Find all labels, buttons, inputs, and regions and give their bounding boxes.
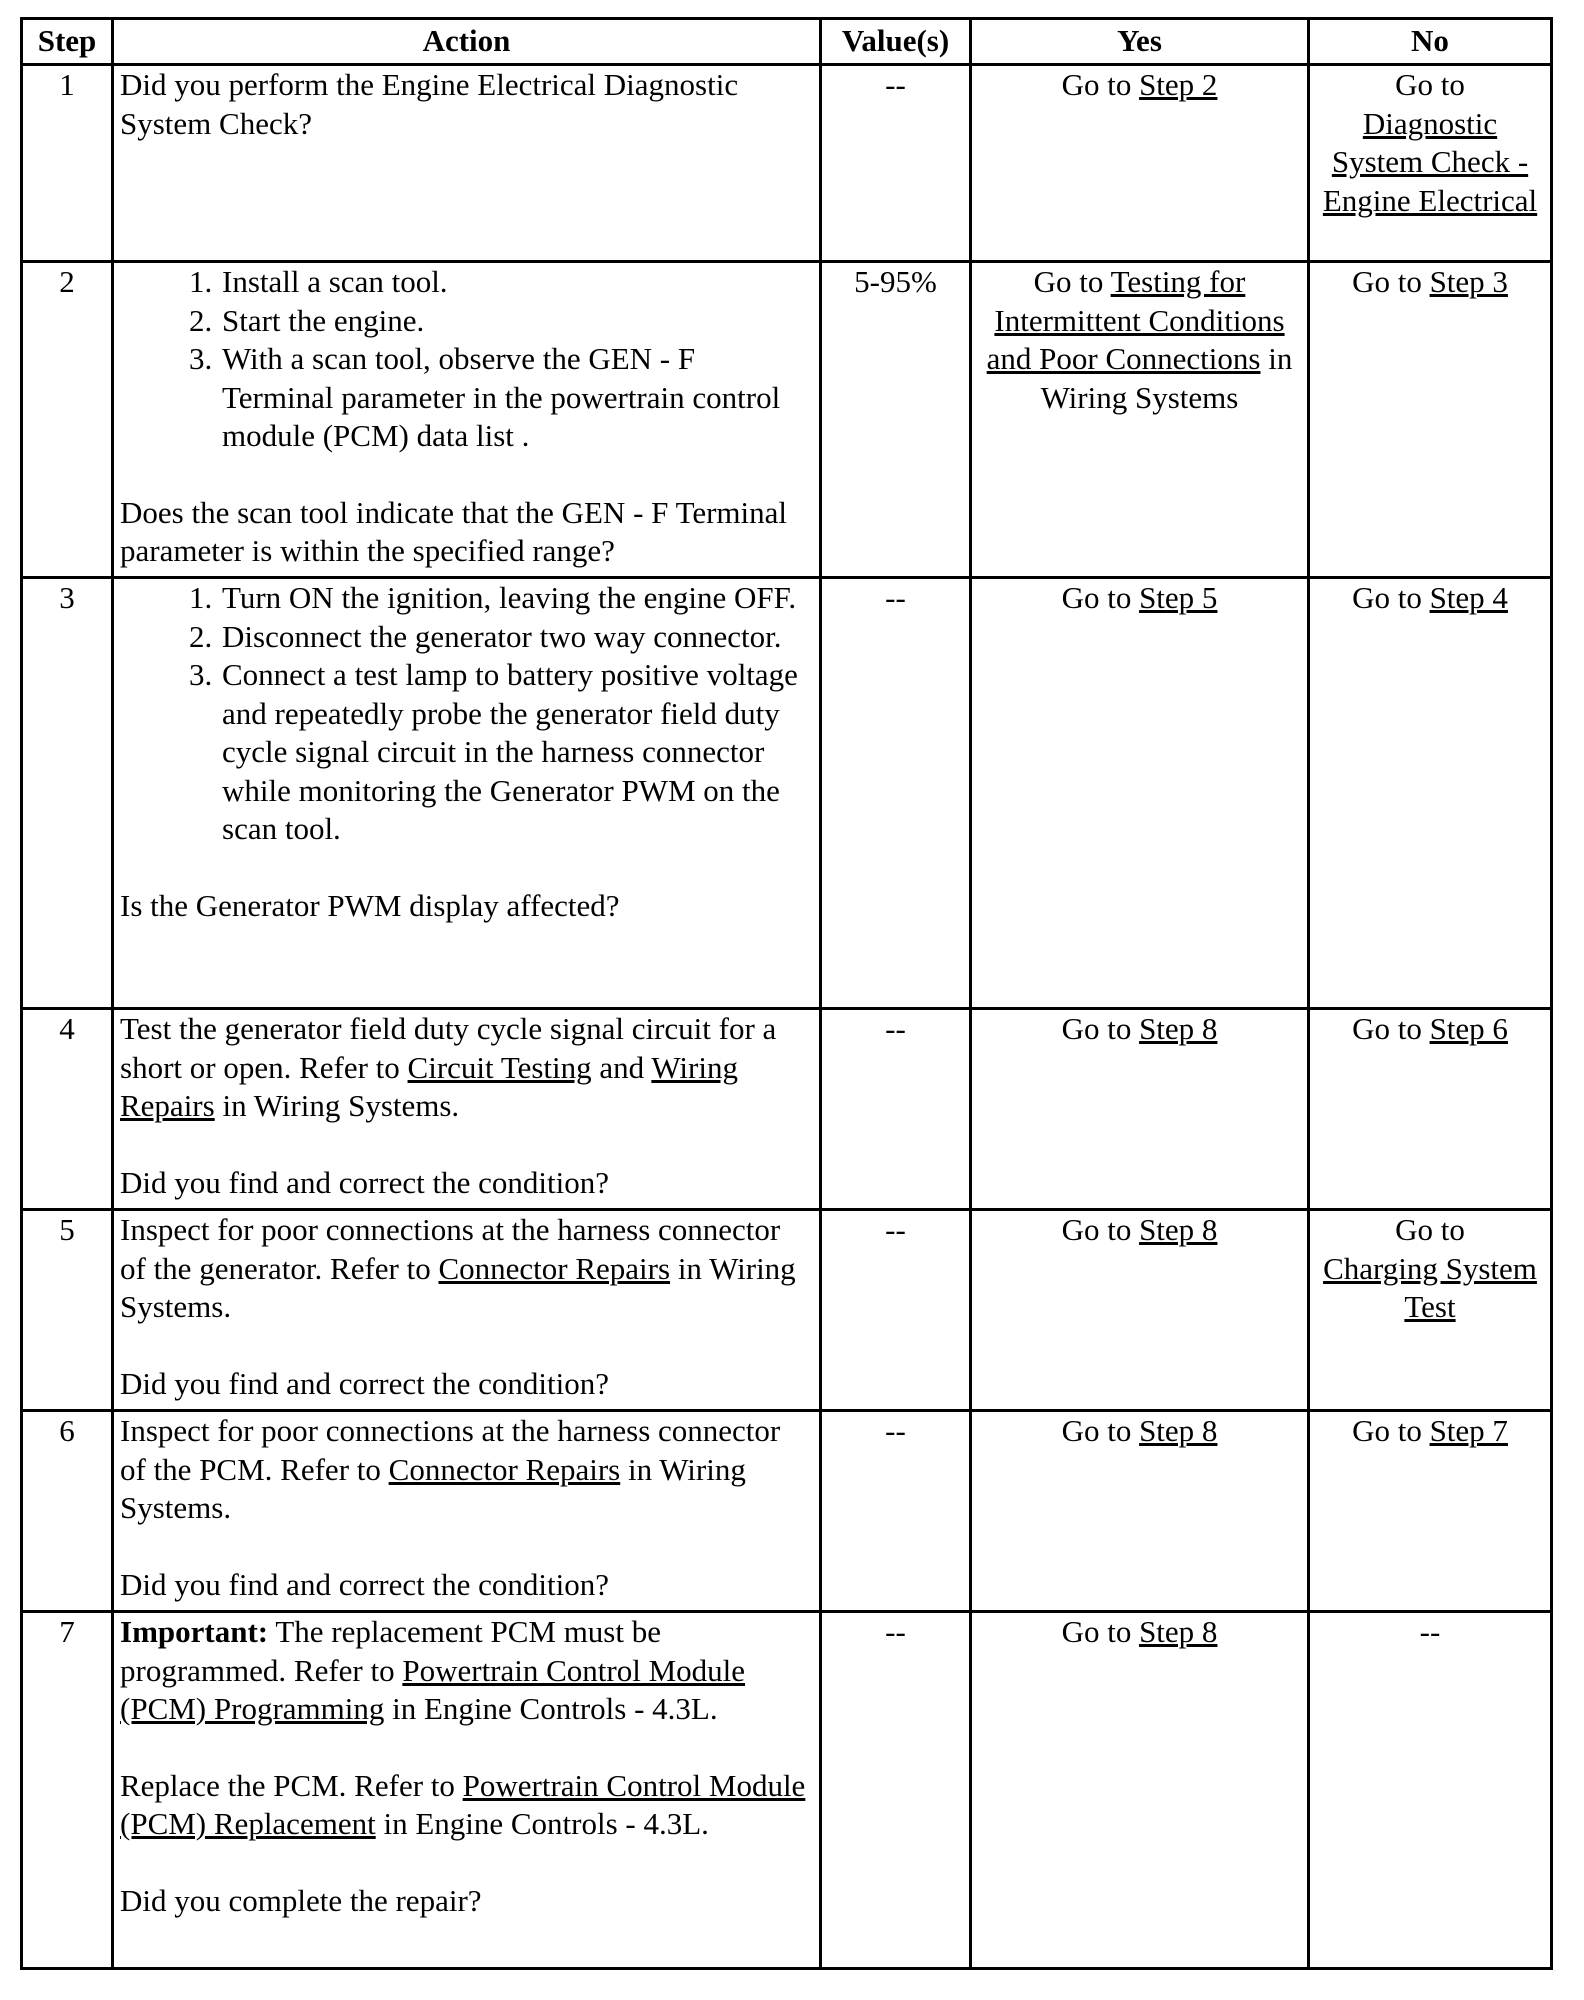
step-number: 1 [22,65,113,262]
yes-prefix: Go to [1061,1614,1132,1649]
list-item: 3. With a scan tool, observe the GEN - F Terminal parameter in the powertrain control module (PCM) data list . [220,340,813,456]
instruction-part: in Wiring Systems. [120,1250,796,1324]
value-cell: -- [821,1009,971,1210]
yes-cell [971,1612,1309,1969]
yes-prefix: Go to [1033,264,1104,299]
pcm-replacement-link[interactable]: Powertrain Control Module (PCM) Replacement [120,1767,806,1841]
instruction-part: Test the generator field duty cycle signal circuit for a short or open. Refer to [120,1011,777,1085]
table-row [22,1009,1552,1210]
instruction-part: Inspect for poor connections at the harness connector of the PCM. Refer to [120,1413,781,1487]
table-row [22,65,1552,262]
no-cell [1309,65,1552,262]
header-step: Step [22,19,113,65]
important-note [120,1613,813,1729]
important-text: The replacement PCM must be programmed. Refer to [120,1614,661,1688]
yes-link[interactable]: Step 8 [1139,1614,1218,1649]
value-cell: -- [821,1210,971,1411]
no-link[interactable]: Diagnostic System Check - Engine Electrical [1322,105,1538,218]
header-values: Value(s) [821,19,971,65]
value-cell: -- [821,65,971,262]
step-number: 3 [22,578,113,1009]
no-cell [1309,1411,1552,1612]
no-link[interactable]: Charging System Test [1323,1250,1537,1324]
yes-prefix: Go to [1061,67,1132,102]
question-text: Is the Generator PWM display affected? [120,887,620,923]
yes-link[interactable]: Step 8 [1139,1212,1218,1247]
no-link[interactable]: Step 6 [1429,1011,1508,1046]
no-cell [1309,578,1552,1009]
value-cell: -- [821,1612,971,1969]
list-item: 2. Start the engine. [220,302,813,341]
no-prefix: Go to [1352,580,1422,615]
step-number: 6 [22,1411,113,1612]
yes-prefix: Go to [1061,1212,1132,1247]
yes-prefix: Go to [1061,1011,1132,1046]
no-link[interactable]: Step 7 [1429,1413,1508,1448]
procedure-list [120,263,813,456]
value-cell: -- [821,578,971,1009]
action-cell [113,1009,821,1210]
list-item: 1. Turn ON the ignition, leaving the engine OFF. [220,579,813,618]
important-label: Important: [120,1614,269,1649]
no-prefix: Go to [1352,264,1422,299]
instruction-part: Inspect for poor connections at the harness connector of the generator. Refer to [120,1212,781,1286]
yes-link[interactable]: Testing for Intermittent Conditions and Poor Connections [986,264,1285,376]
no-cell [1309,1009,1552,1210]
no-link[interactable]: Step 4 [1429,580,1508,615]
circuit-testing-link[interactable]: Circuit Testing [407,1049,592,1085]
no-prefix: Go to [1395,1212,1465,1247]
table-row [22,1612,1552,1969]
list-item: 3. Connect a test lamp to battery positive voltage and repeatedly probe the generator field duty cycle signal circuit in the harness connector while monitoring the Generator PWM on the scan tool. [220,656,813,849]
step-number: 5 [22,1210,113,1411]
instruction-part: and [599,1049,645,1085]
yes-cell [971,65,1309,262]
instruction-part: in Wiring Systems. [120,1451,746,1525]
table-row [22,262,1552,578]
yes-cell [971,1210,1309,1411]
action-cell [113,1210,821,1411]
question-text: Does the scan tool indicate that the GEN - F Terminal parameter is within the specified range? [120,494,788,568]
action-cell [113,1411,821,1612]
header-no: No [1309,19,1552,65]
question-text: Did you complete the repair? [120,1882,482,1918]
yes-link[interactable]: Step 5 [1139,580,1218,615]
value-cell: -- [821,1411,971,1612]
instruction-text [120,1412,813,1528]
action-cell [113,65,821,262]
no-cell [1309,262,1552,578]
header-action: Action [113,19,821,65]
table-row [22,578,1552,1009]
no-prefix: Go to [1395,67,1465,102]
question-text: Did you find and correct the condition? [120,1164,609,1200]
yes-link[interactable]: Step 8 [1139,1011,1218,1046]
step-number: 4 [22,1009,113,1210]
yes-cell [971,1411,1309,1612]
question-text: Did you find and correct the condition? [120,1365,609,1401]
table-row [22,1411,1552,1612]
action-text: Did you perform the Engine Electrical Diagnostic System Check? [120,67,739,141]
table-row [22,1210,1552,1411]
no-cell [1309,1210,1552,1411]
procedure-list [120,579,813,849]
header-yes: Yes [971,19,1309,65]
no-prefix: Go to [1352,1011,1422,1046]
action-cell [113,578,821,1009]
yes-cell [971,262,1309,578]
yes-cell [971,1009,1309,1210]
instruction-part: Replace the PCM. Refer to [120,1767,455,1803]
connector-repairs-link[interactable]: Connector Repairs [438,1250,671,1286]
yes-link[interactable]: Step 2 [1139,67,1218,102]
yes-link[interactable]: Step 8 [1139,1413,1218,1448]
diagnostic-table [20,17,1553,1970]
instruction-part: in Engine Controls - 4.3L. [392,1691,718,1726]
action-cell [113,1612,821,1969]
connector-repairs-link[interactable]: Connector Repairs [388,1451,621,1487]
list-item: 1. Install a scan tool. [220,263,813,302]
header-row [22,19,1552,65]
pcm-programming-link[interactable]: Powertrain Control Module (PCM) Programming [120,1652,746,1726]
question-text: Did you find and correct the condition? [120,1566,609,1602]
yes-cell [971,578,1309,1009]
yes-suffix: in Wiring Systems [1040,341,1293,415]
wiring-repairs-link[interactable]: Wiring Repairs [120,1049,738,1123]
yes-prefix: Go to [1061,580,1132,615]
no-cell: -- [1309,1612,1552,1969]
action-cell [113,262,821,578]
value-cell: 5-95% [821,262,971,578]
instruction-text [120,1010,813,1126]
instruction-part: in Wiring Systems. [222,1088,460,1123]
instruction-text [120,1211,813,1327]
instruction-part: in Engine Controls - 4.3L. [383,1806,709,1841]
no-prefix: Go to [1352,1413,1422,1448]
step-number: 2 [22,262,113,578]
no-link[interactable]: Step 3 [1429,264,1508,299]
list-item: 2. Disconnect the generator two way connector. [220,618,813,657]
instruction-text [120,1767,813,1844]
yes-prefix: Go to [1061,1413,1132,1448]
step-number: 7 [22,1612,113,1969]
